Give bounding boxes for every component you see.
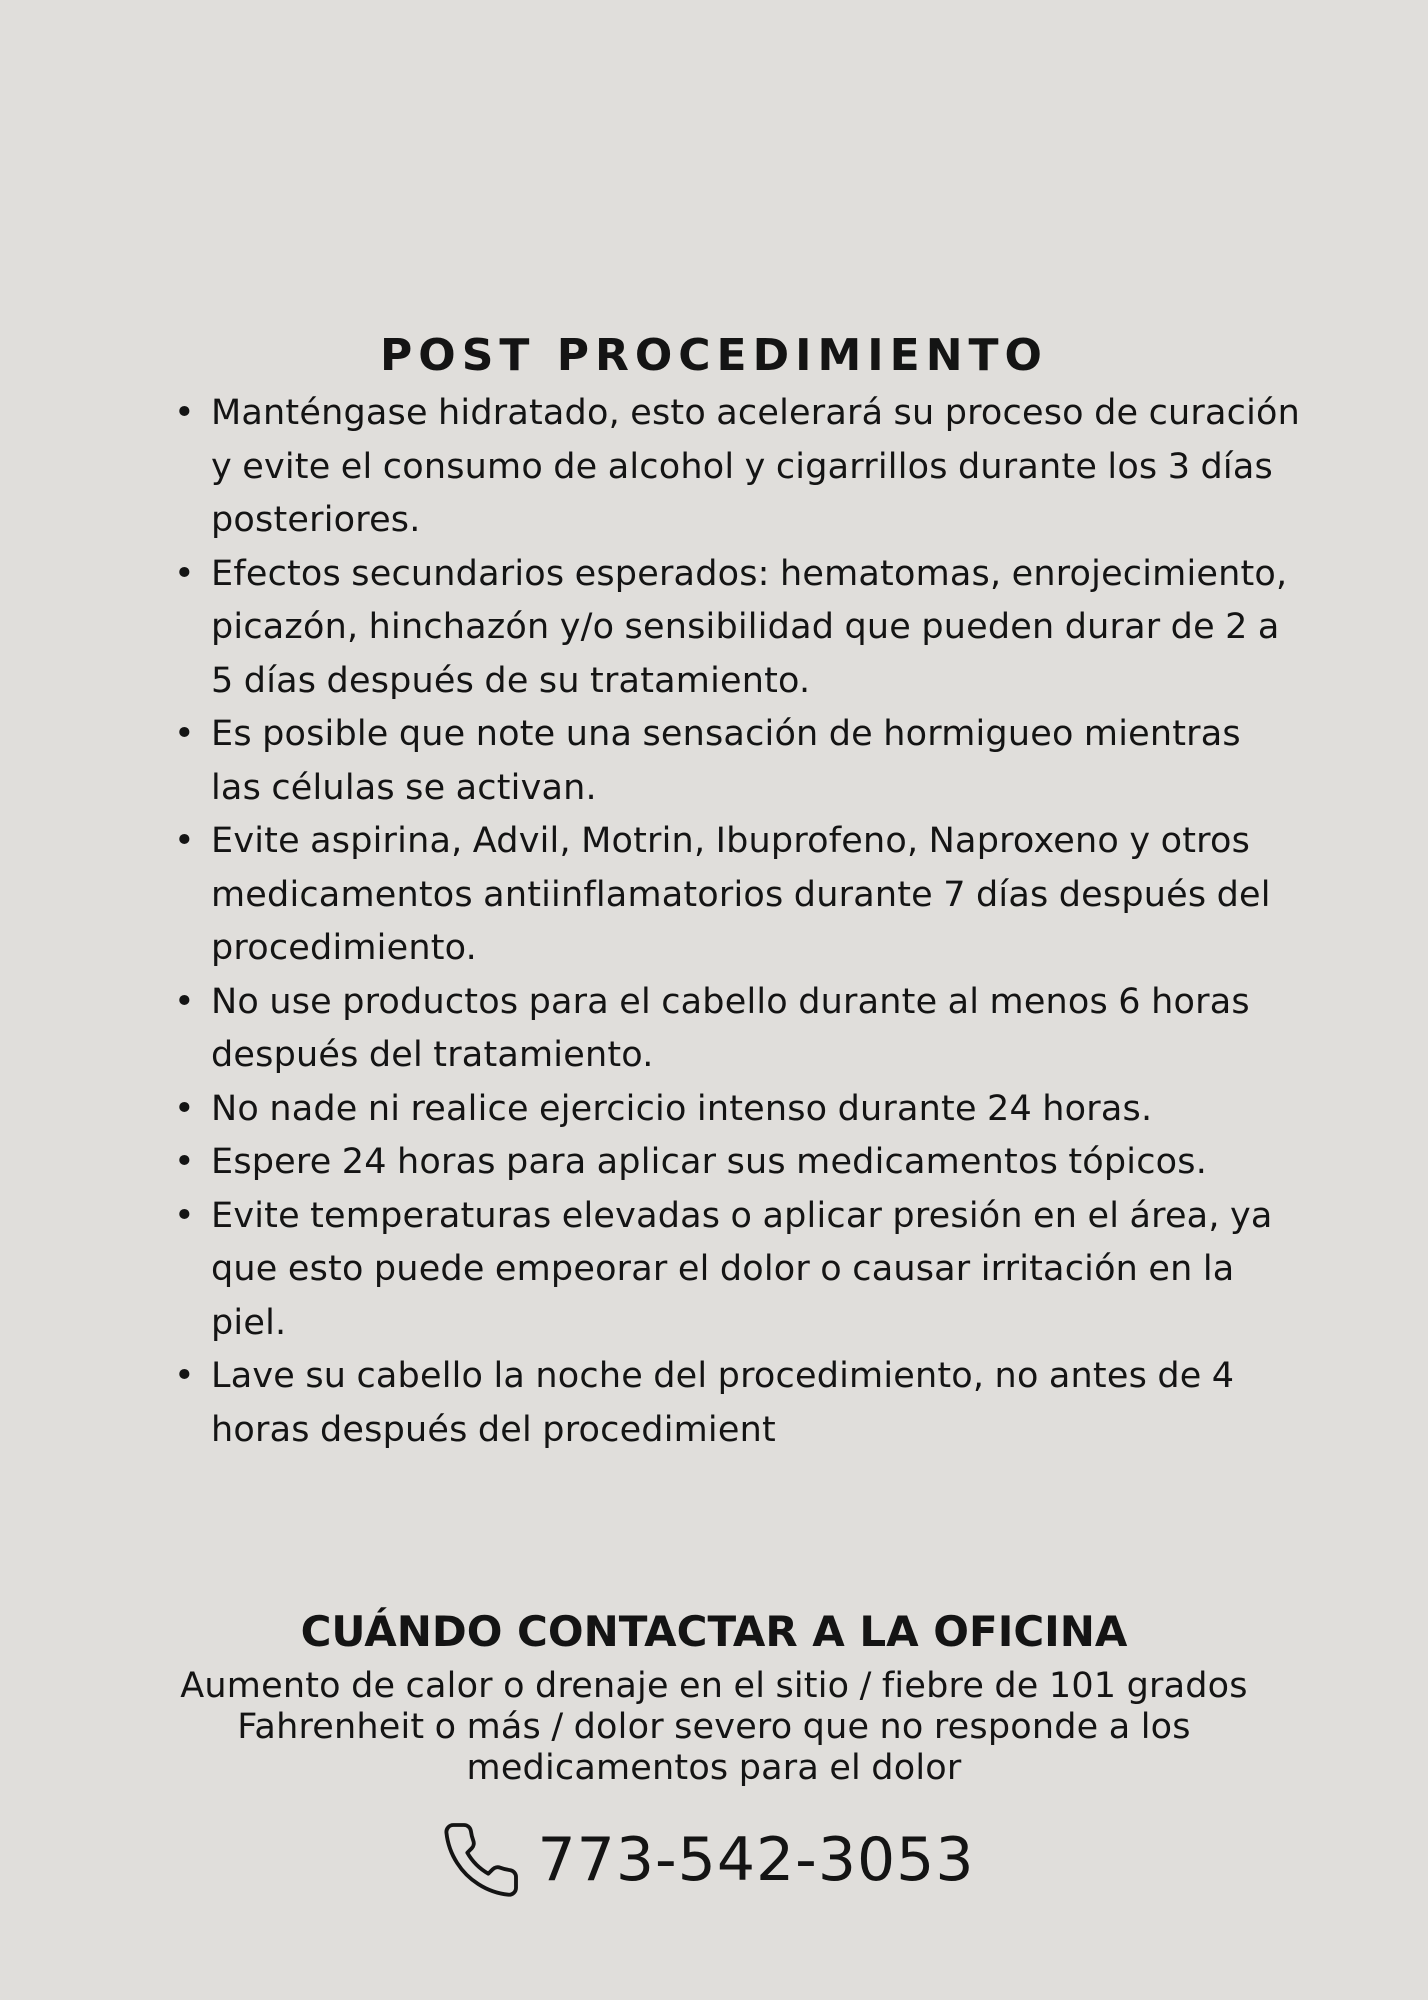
bullet-icon: • xyxy=(174,714,195,754)
contact-heading: CUÁNDO CONTACTAR A LA OFICINA xyxy=(300,1607,1128,1656)
list-item xyxy=(170,387,1300,548)
list-item xyxy=(170,1190,1300,1351)
list-item xyxy=(170,1083,1300,1137)
list-item-text: Evite temperaturas elevadas o aplicar presión en el área, ya que esto puede empeorar el dolor o causar irritación en la piel. xyxy=(211,1195,1273,1343)
list-item xyxy=(170,976,1300,1083)
list-item-text: Es posible que note una sensación de hormigueo mientras las células se activan. xyxy=(211,714,1241,808)
bullet-icon: • xyxy=(174,981,195,1022)
list-item xyxy=(170,815,1300,976)
list-item-text: Evite aspirina, Advil, Motrin, Ibuprofeno, Naproxeno y otros medicamentos antiinflamatorios durante 7 días después del procedimiento. xyxy=(211,821,1271,968)
bullet-icon: • xyxy=(174,393,195,433)
list-item-text: No use productos para el cabello durante al menos 6 horas después del tratamiento. xyxy=(211,981,1250,1075)
phone-icon xyxy=(439,1818,523,1902)
list-item-text: Efectos secundarios esperados: hematomas, enrojecimiento, picazón, hinchazón y/o sensibilidad que pueden durar de 2 a 5 días después de su tratamiento. xyxy=(211,553,1288,701)
list-item xyxy=(170,1136,1300,1190)
instruction-list xyxy=(170,387,1300,1457)
bullet-icon: • xyxy=(174,1142,195,1182)
bullet-icon: • xyxy=(174,821,195,861)
bullet-icon: • xyxy=(174,1088,195,1129)
page-title: POST PROCEDIMIENTO xyxy=(380,330,1048,381)
list-item xyxy=(170,548,1300,709)
list-item xyxy=(170,708,1300,815)
list-item xyxy=(170,1350,1300,1457)
phone-number[interactable]: 773-542-3053 xyxy=(537,1825,975,1895)
contact-conditions: Aumento de calor o drenaje en el sitio / fiebre de 101 grados Fahrenheit o más / dolor severo que no responde a los medicamentos para el dolor xyxy=(180,1666,1248,1788)
list-item-text: Lave su cabello la noche del procedimiento, no antes de 4 horas después del procedimient xyxy=(211,1356,1235,1450)
list-item-text: No nade ni realice ejercicio intenso durante 24 horas. xyxy=(211,1088,1153,1129)
bullet-icon: • xyxy=(174,1195,195,1236)
list-item-text: Manténgase hidratado, esto acelerará su proceso de curación y evite el consumo de alcohol y cigarrillos durante los 3 días posteriores. xyxy=(211,393,1300,540)
bullet-icon: • xyxy=(174,553,195,594)
bullet-icon: • xyxy=(174,1356,195,1396)
phone-contact xyxy=(0,1820,1428,1900)
list-item-text: Espere 24 horas para aplicar sus medicamentos tópicos. xyxy=(211,1142,1208,1182)
